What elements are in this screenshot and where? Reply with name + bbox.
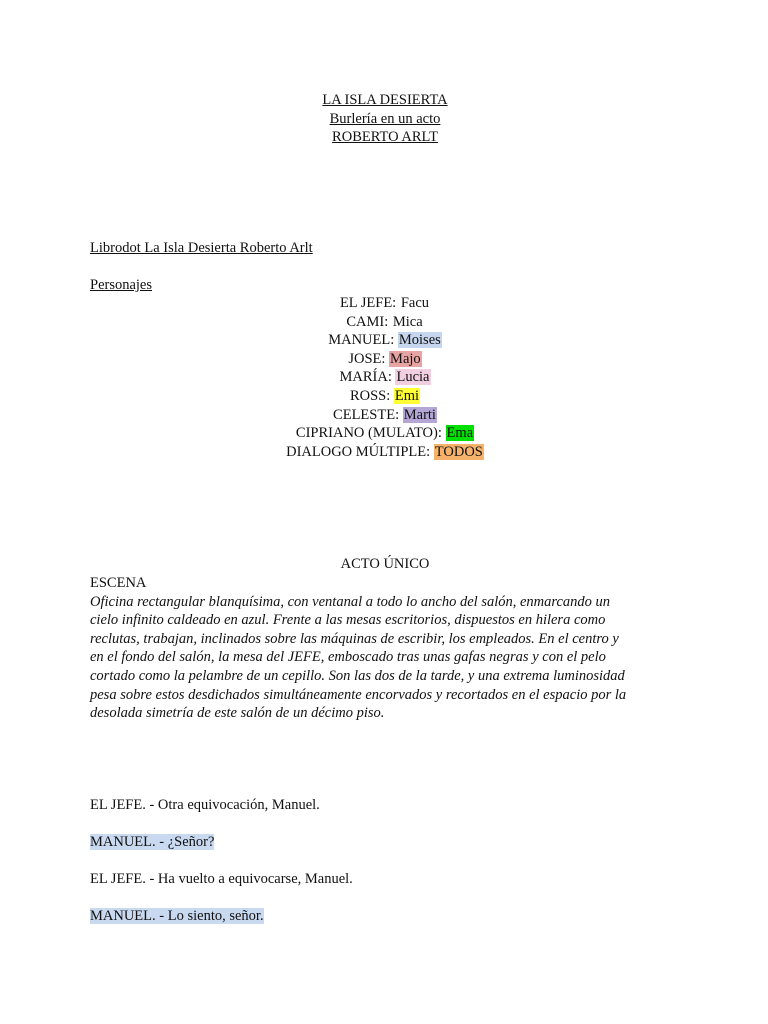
cast-actor: TODOS bbox=[434, 443, 483, 460]
cast-item bbox=[90, 406, 680, 425]
personajes-heading bbox=[90, 276, 680, 295]
cast-item bbox=[90, 424, 680, 443]
cast-item bbox=[90, 350, 680, 369]
cast-role: DIALOGO MÚLTIPLE: bbox=[286, 443, 434, 460]
dialogue-list bbox=[90, 796, 680, 944]
cast-role: CELESTE: bbox=[333, 406, 403, 423]
cast-item bbox=[90, 313, 680, 332]
cast-role: EL JEFE: bbox=[339, 295, 400, 311]
author-name: ROBERTO ARLT bbox=[332, 129, 438, 146]
act-heading bbox=[90, 555, 680, 574]
stage-direction-line: reclutas, trabajan, inclinados sobre las máquinas de escribir, los empleados. En el centro y bbox=[90, 630, 619, 647]
stage-direction-line: cortado como la pelambre de un cepillo. Son las dos de la tarde, y una extrema luminosidad bbox=[90, 667, 625, 684]
dialogue-line bbox=[90, 796, 680, 833]
personajes-label: Personajes bbox=[90, 277, 153, 293]
cast-list bbox=[90, 294, 680, 461]
cast-actor: Mica bbox=[392, 313, 423, 330]
stage-direction-line: cielo infinito caldeado en azul. Frente a las mesas escritorios, dispuestos en hilera como bbox=[90, 612, 606, 629]
dialogue-line bbox=[90, 833, 680, 870]
stage-direction-line: en el fondo del salón, la mesa del JEFE, emboscado tras unas gafas negras y con el pelo bbox=[90, 649, 606, 666]
cast-role: MANUEL: bbox=[328, 332, 398, 349]
cast-actor: Moises bbox=[398, 332, 441, 349]
cast-item bbox=[90, 443, 680, 462]
stage-direction-line: desolada simetría de este salón de un décimo piso. bbox=[90, 705, 385, 722]
cast-item bbox=[90, 387, 680, 406]
stage-direction-line: pesa sobre estos desdichados simultáneamente encorvados y recortados en el espacio por la bbox=[90, 686, 627, 703]
cast-item bbox=[90, 294, 680, 313]
stage-direction bbox=[90, 593, 680, 723]
cast-actor: Majo bbox=[390, 350, 421, 367]
dialogue-text: MANUEL. - Lo siento, señor. bbox=[90, 908, 264, 924]
dialogue-line bbox=[90, 870, 680, 907]
source-line bbox=[90, 239, 680, 258]
dialogue-text: EL JEFE. - Otra equivocación, Manuel. bbox=[90, 797, 320, 813]
scene-label: ESCENA bbox=[90, 575, 147, 591]
dialogue-line bbox=[90, 907, 680, 944]
dialogue-text: EL JEFE. - Ha vuelto a equivocarse, Manuel. bbox=[90, 871, 353, 887]
cast-actor: Ema bbox=[446, 425, 474, 442]
stage-direction-line: Oficina rectangular blanquísima, con ventanal a todo lo ancho del salón, enmarcando un bbox=[90, 593, 611, 610]
act-title: ACTO ÚNICO bbox=[340, 556, 430, 572]
cast-actor: Marti bbox=[403, 406, 436, 423]
cast-role: CAMI: bbox=[346, 313, 392, 330]
cast-role: MARÍA: bbox=[339, 369, 396, 386]
cast-actor: Facu bbox=[400, 295, 430, 311]
play-title: LA ISLA DESIERTA bbox=[322, 92, 448, 108]
cast-actor: Emi bbox=[394, 387, 420, 404]
dialogue-text: MANUEL. - ¿Señor? bbox=[90, 834, 215, 850]
cast-item bbox=[90, 331, 680, 350]
source-text: Librodot La Isla Desierta Roberto Arlt bbox=[90, 240, 313, 256]
cast-role: CIPRIANO (MULATO): bbox=[295, 425, 446, 442]
cast-role: JOSE: bbox=[348, 350, 390, 367]
play-subtitle: Burlería en un acto bbox=[329, 110, 441, 127]
scene-block bbox=[90, 574, 680, 723]
cast-actor: Lucia bbox=[396, 369, 430, 386]
cast-role: ROSS: bbox=[349, 387, 394, 404]
title-block bbox=[90, 91, 680, 147]
cast-item bbox=[90, 368, 680, 387]
